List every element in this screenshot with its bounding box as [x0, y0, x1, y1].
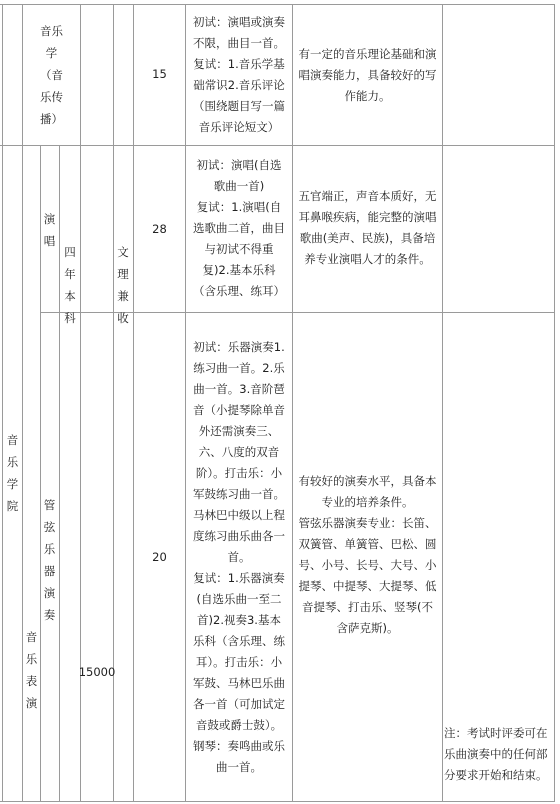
- college-cell: 音 乐 学 院: [6, 433, 19, 513]
- row-line-bottom: [0, 801, 555, 802]
- count-music-study: 15: [152, 66, 167, 81]
- duration-cell: 四 年 本 科: [64, 245, 76, 325]
- requirement-music-study: 有一定的音乐理论基础和演 唱演奏能力，具备较好的写 作能力。: [298, 46, 437, 103]
- note-instrument: 注：考试时评委可在 乐曲演奏中的任何部 分要求开始和结束。: [444, 725, 548, 782]
- col-line-6: [133, 4, 134, 802]
- col-line-8: [292, 4, 293, 802]
- requirement-vocal: 五官端正，声音本质好，无 耳鼻喉疾病，能完整的演唱 歌曲(美声、民族)，具备培 养专业演唱人才的条件。: [298, 188, 437, 266]
- direction-vocal: 演 唱: [43, 212, 56, 248]
- major-performance: 音 乐 表 演: [25, 630, 38, 710]
- count-instrument: 20: [152, 549, 167, 564]
- row-line-1: [0, 145, 555, 146]
- direction-instrument: 管 弦 乐 器 演 奏: [43, 498, 56, 622]
- row-line-top: [0, 4, 555, 5]
- col-line-10: [554, 4, 555, 802]
- requirement-instrument: 有较好的演奏水平，具备本 专业的培养条件。 管弦乐器演奏专业：长笛、 双簧管、单簧管、巴松、圆 号、小号、长号、大号、小 提琴、中提琴、大提琴、低 音提琴、打击乐、竖琴(不 含萨克斯)。: [298, 474, 437, 635]
- major-music-study: 音乐 学 （音 乐传 播）: [40, 23, 63, 126]
- stream-cell: 文 理 兼 收: [117, 245, 129, 325]
- tuition-cell: 15000: [78, 664, 116, 679]
- exam-music-study: 初试：演唱或演奏 不限，曲目一首。 复试：1.音乐学基 础常识2.音乐评论 （围绕题目写一篇 音乐评论短文）: [193, 15, 285, 134]
- count-vocal: 28: [152, 221, 167, 236]
- exam-instrument: 初试：乐器演奏1. 练习曲一首。2.乐 曲一首。3.音阶琶 音（小提琴除单音 外还需演奏三、 六、八度的双音 阶）。打击乐：小 军鼓练习曲一首。 马林巴中级以上程 度练习曲乐曲各一 首。 复试：1.乐器演奏 (自选乐曲一至二 首)2.视奏3.基本 乐科（含乐理、练 耳）。打击乐：小 军鼓、马林巴乐曲 各一首（可加试定 音鼓或爵士鼓）。 钢琴：奏鸣曲或乐 曲一首。: [193, 339, 285, 774]
- col-line-9: [442, 4, 443, 802]
- exam-vocal: 初试：演唱(自选 歌曲一首) 复试：1.演唱(自 选歌曲二首，曲目 与初试不得重 复)2.基本乐科 （含乐理、练耳）: [193, 158, 285, 298]
